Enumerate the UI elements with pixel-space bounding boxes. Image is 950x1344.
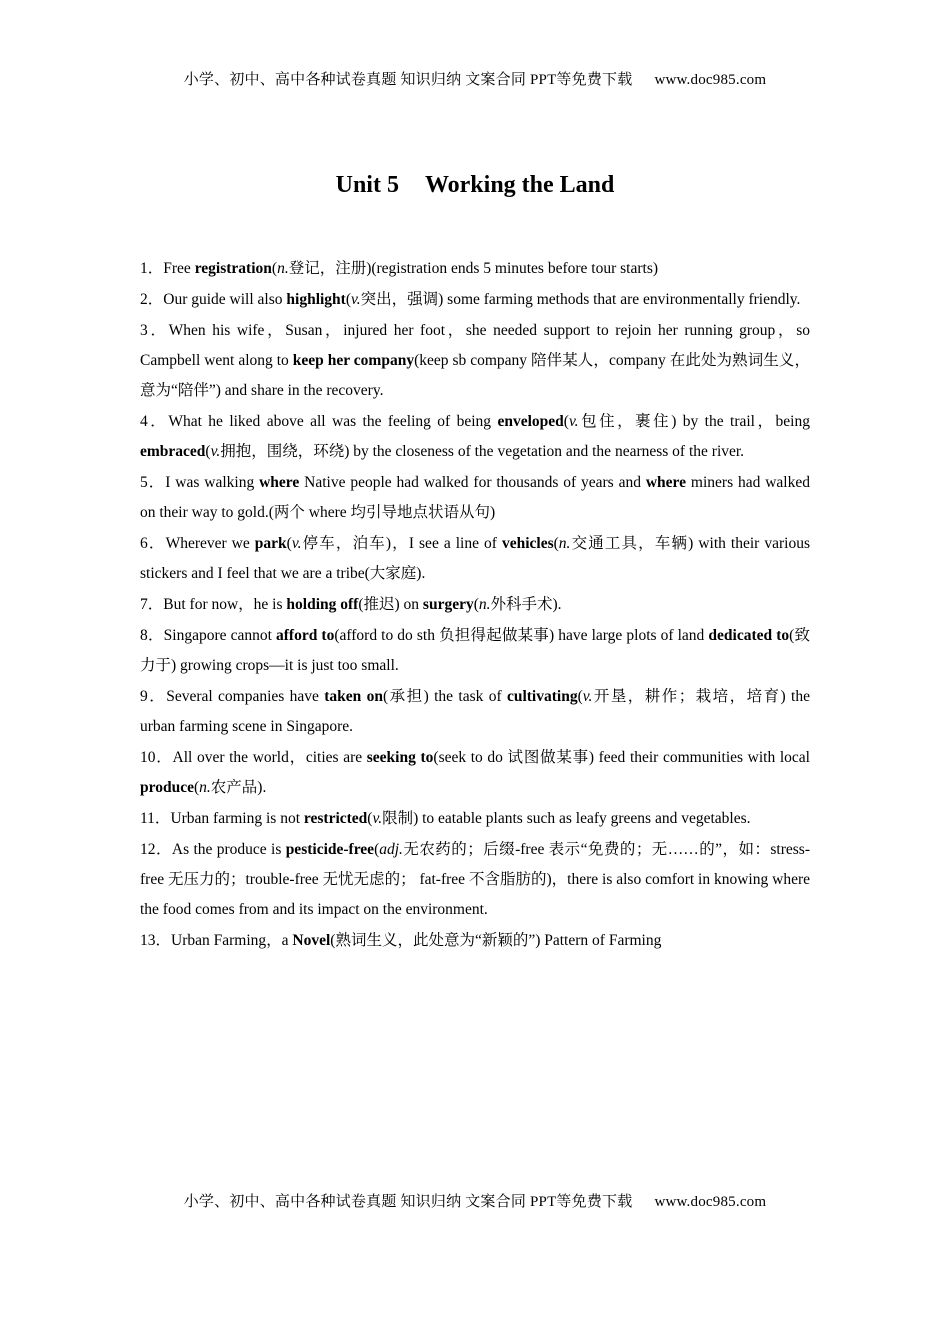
item-text: 拥抱，围绕，环绕) by the closeness of the vegetation and the nearness of the river. xyxy=(220,443,745,460)
footer-url[interactable]: www.doc985.com xyxy=(654,1194,767,1210)
item-number: 13． xyxy=(140,932,172,949)
item-number: 9． xyxy=(140,688,167,705)
page-header xyxy=(0,68,950,89)
footer-text: 小学、初中、高中各种试卷真题 知识归纳 文案合同 PPT等免费下载 xyxy=(183,1194,633,1210)
item-number: 3． xyxy=(140,322,169,339)
list-item xyxy=(140,468,810,528)
item-text: 突出，强调) some farming methods that are environmentally friendly. xyxy=(360,291,801,308)
page-title xyxy=(0,172,950,199)
item-number: 7． xyxy=(140,596,164,613)
item-number: 2． xyxy=(140,291,164,308)
part-of-speech: v. xyxy=(291,535,302,552)
key-term: enveloped xyxy=(497,413,564,430)
item-text: Urban farming is not xyxy=(170,810,304,827)
item-text: ( xyxy=(286,535,292,552)
item-number: 6． xyxy=(140,535,166,552)
list-item xyxy=(140,743,810,803)
list-item xyxy=(140,316,810,406)
item-text: ( xyxy=(205,443,211,460)
header-url[interactable]: www.doc985.com xyxy=(654,72,767,88)
vocabulary-list xyxy=(140,254,810,957)
key-term: produce xyxy=(140,779,194,796)
key-term: vehicles xyxy=(501,535,554,552)
part-of-speech: adj. xyxy=(379,841,403,858)
item-number: 12． xyxy=(140,841,172,858)
item-text: ( xyxy=(193,779,200,796)
key-term: registration xyxy=(194,260,272,277)
item-text: Several companies have xyxy=(166,688,325,705)
item-text: When his wife，Susan，injured her foot，she needed support to rejoin her running group，so Campbell went along to xyxy=(140,322,810,369)
item-text: ( xyxy=(345,291,352,308)
item-number: 5． xyxy=(140,474,166,491)
part-of-speech: v. xyxy=(582,688,593,705)
page-footer xyxy=(0,1190,950,1211)
item-text: I was walking xyxy=(165,474,260,491)
item-text: 外科手术). xyxy=(490,596,562,613)
list-item xyxy=(140,529,810,589)
item-text: ( xyxy=(553,535,559,552)
key-term: taken on xyxy=(324,688,384,705)
item-text: ( xyxy=(374,841,380,858)
part-of-speech: n. xyxy=(277,260,289,277)
item-text: 交通工具，车辆) with their various stickers and I feel that we are a tribe(大家庭). xyxy=(140,535,810,582)
item-text: ( xyxy=(577,688,583,705)
item-text: ( xyxy=(271,260,278,277)
item-text: 无农药的；后缀-free 表示“免费的；无……的”，如：stress-free 无压力的；trouble-free 无忧无虑的； fat-free 不含脂肪的)，there is also comfort in knowing where the food comes from and its impact on the environment. xyxy=(140,841,810,918)
item-text: As the produce is xyxy=(171,841,286,858)
item-text: All over the world，cities are xyxy=(172,749,367,766)
key-term: surgery xyxy=(422,596,474,613)
item-number: 8． xyxy=(140,627,164,644)
key-term: pesticide-free xyxy=(285,841,375,858)
key-term: keep her company xyxy=(292,352,415,369)
item-text: 停车，泊车)，I see a line of xyxy=(301,535,502,552)
key-term: afford to xyxy=(276,627,335,644)
item-text: (afford to do sth 负担得起做某事) have large plots of land xyxy=(334,627,709,644)
key-term: embraced xyxy=(140,443,206,460)
item-text: miners had walked on their way to gold.(两个 where 均引导地点状语从句) xyxy=(140,474,810,521)
key-term: park xyxy=(254,535,287,552)
item-text: 限制) to eatable plants such as leafy greens and vegetables. xyxy=(382,810,751,827)
list-item xyxy=(140,621,810,681)
key-term: restricted xyxy=(303,810,368,827)
key-term: dedicated to xyxy=(708,627,790,644)
key-term: holding off xyxy=(286,596,359,613)
key-term: where xyxy=(645,474,687,491)
item-text: Wherever we xyxy=(165,535,255,552)
list-item xyxy=(140,682,810,742)
item-text: Native people had walked for thousands of years and xyxy=(299,474,646,491)
item-text: ( xyxy=(367,810,373,827)
item-text: (推迟) on xyxy=(358,596,423,613)
part-of-speech: n. xyxy=(199,779,211,796)
key-term: Novel xyxy=(292,932,331,949)
part-of-speech: v. xyxy=(210,443,221,460)
key-term: cultivating xyxy=(506,688,578,705)
item-text: (致力于) growing crops—it is just too small. xyxy=(140,627,810,674)
item-text: (承担) the task of xyxy=(383,688,507,705)
part-of-speech: v. xyxy=(568,413,579,430)
item-text: But for now，he is xyxy=(163,596,287,613)
key-term: seeking to xyxy=(366,749,434,766)
item-text: 登记，注册)(registration ends 5 minutes before tour starts) xyxy=(288,260,659,277)
list-item xyxy=(140,254,810,284)
list-item xyxy=(140,804,810,834)
title-unit: Unit 5 xyxy=(335,172,399,198)
item-number: 4． xyxy=(140,413,169,430)
item-text: Urban Farming，a xyxy=(171,932,293,949)
part-of-speech: n. xyxy=(478,596,491,613)
list-item xyxy=(140,835,810,925)
item-number: 1． xyxy=(140,260,164,277)
part-of-speech: v. xyxy=(351,291,361,308)
item-text: ( xyxy=(473,596,479,613)
item-text: Singapore cannot xyxy=(163,627,277,644)
key-term: where xyxy=(259,474,300,491)
part-of-speech: v. xyxy=(372,810,383,827)
title-name: Working the Land xyxy=(424,172,615,198)
header-text: 小学、初中、高中各种试卷真题 知识归纳 文案合同 PPT等免费下载 xyxy=(183,72,633,88)
item-text: 开垦，耕作；栽培，培育) the urban farming scene in Singapore. xyxy=(140,688,810,735)
key-term: highlight xyxy=(286,291,346,308)
item-text: (seek to do 试图做某事) feed their communities with local xyxy=(433,749,810,766)
list-item xyxy=(140,407,810,467)
list-item xyxy=(140,285,810,315)
item-text: Our guide will also xyxy=(163,291,287,308)
item-text: What he liked above all was the feeling of being xyxy=(168,413,498,430)
item-text: (熟词生义，此处意为“新颖的”) Pattern of Farming xyxy=(330,932,662,949)
item-number: 11． xyxy=(140,810,171,827)
list-item xyxy=(140,590,810,620)
item-text: ( xyxy=(563,413,569,430)
list-item xyxy=(140,926,810,956)
item-text: 农产品). xyxy=(210,779,267,796)
part-of-speech: n. xyxy=(558,535,571,552)
item-text: (keep sb company 陪伴某人，company 在此处为熟词生义，意为“陪伴”) and share in the recovery. xyxy=(140,352,810,399)
item-text: 包住，裹住) by the trail，being xyxy=(578,413,810,430)
item-text: Free xyxy=(163,260,195,277)
item-number: 10． xyxy=(140,749,173,766)
